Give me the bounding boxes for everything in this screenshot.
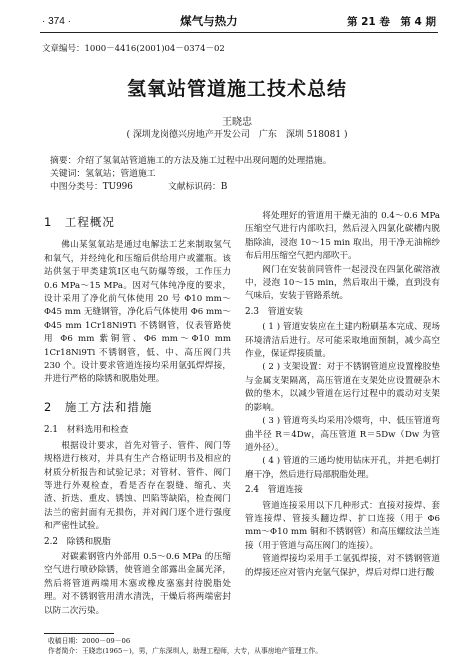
footnote-author-bio: 作者简介：王晓忠(1965－)，男，广东深圳人，助理工程师，大专，从事房地产管理工作。 [48, 647, 323, 655]
left-column [44, 210, 231, 618]
body-paragraph: ( 1 ) 管道安装应在土建内粉刷基本完成、现场环境清洁后进行。尽可能采取地面预制，减少高空作业，保证焊接质量。 [245, 322, 440, 360]
page-number: · 374 · [42, 15, 71, 27]
body-paragraph: 对碳素钢管内外部用 0.5～0.6 MPa 的压缩空气进行喷砂除锈，使管道全部露出金属光泽，然后将管道两端用木塞或橡皮塞塞封待脱脂处理。对不锈钢管用清水清洗，干燥后将两端密封以防二次污染。 [44, 551, 231, 616]
header-rule [40, 32, 438, 33]
body-paragraph: ( 4 ) 管道的三通均使用钻床开孔，并把毛刺打磨干净，然后进行局部脱脂处理。 [245, 456, 440, 480]
subsection-heading: 2.3 管道安装 [245, 306, 303, 317]
affiliation: ( 深圳龙岗德兴房地产开发公司 广东 深圳 518081 ) [126, 130, 348, 140]
subsection-heading: 2.2 除锈和脱脂 [44, 536, 111, 547]
body-paragraph: 管道焊接均采用手工氩弧焊接，对不锈钢管道的焊接还应对管内充氩气保护，焊后对焊口进行酸 [245, 554, 440, 578]
journal-name: 煤气与热力 [180, 14, 238, 28]
right-column [245, 210, 440, 580]
footnote-received: 收稿日期：2000－09－06 [48, 637, 131, 645]
subsection-heading: 2.4 管道连接 [245, 485, 303, 496]
classification: 中图分类号：TU996 文献标识码：B [50, 182, 228, 192]
body-paragraph: ( 3 ) 管道弯头均采用冷煨弯，中、低压管道弯曲半径 R＝4Dw，高压管道 R＝5Dw（Dw 为管道外径）。 [245, 416, 440, 453]
body-paragraph: 阀门在安装前同管件一起浸没在四氯化碳溶液中，浸泡 10～15 min，然后取出干燥，直到没有气味后，安装于管路系统。 [245, 264, 440, 302]
body-paragraph: 根据设计要求，首先对管子、管件、阀门等规格进行核对，并具有生产合格证明书及相应的材质分析报告和试验记录；对管材、管件、阀门等进行外观检查，看是否存在裂缝、缩孔、夹渣、折迭、重皮、锈蚀、凹陷等缺陷，检查阀门法兰的密封面有无损伤，并对阀门逐个进行强度和严密性试验。 [44, 440, 231, 532]
article-title: 氢氧站管道施工技术总结 [126, 78, 347, 100]
section-heading: 1 工程概况 [44, 215, 115, 229]
body-paragraph: ( 2 ) 支架设置：对于不锈钢管道应设置橡胶垫与金属支架隔离，高压管道在支架处应设置硬杂木做的垫木，以减少管道在运行过程中的震动对支架的影响。 [245, 362, 440, 413]
subsection-heading: 2.1 材料选用和检查 [44, 425, 129, 436]
section-heading: 2 施工方法和措施 [44, 399, 153, 414]
footnote-rule [44, 633, 114, 634]
keywords: 关键词：氢氧站；管道施工 [50, 169, 156, 179]
running-header [42, 13, 436, 29]
article-number: 文章编号：1000－4416(2001)04－0374－02 [42, 44, 225, 54]
body-paragraph: 将处理好的管道用干燥无油的 0.4～0.6 MPa 压缩空气进行内部吹扫，然后浸入四氯化碳槽内脱脂除油，浸泡 10～15 min 取出，用干净无油棉纱布后用压缩空气把内部吹干。 [245, 211, 440, 262]
body-paragraph: 佛山某氢氧站是通过电解法工艺来制取氢气和氧气，并经纯化和压缩后供给用户或灌瓶。该站供氢于甲类建筑Ⅰ区电气防爆等级，工作压力 0.6 MPa～15 MPa。因对气体纯净度的要求，设计采用了净化前气体使用 20 号 Φ10 mm～Φ45 mm 无缝钢管，净化后气体使用 Φ6 mm～Φ45 mm 1Cr18Ni9Ti 不锈钢管，仪表管路使用 Φ6 mm 紫铜管、Φ6 mm～Φ10 mm 1Cr18Ni9Ti 不锈钢管，低、中、高压阀门共 230 个。设计要求管道连接均采用氩弧焊焊接，并进行严格的除锈和脱脂处理。 [44, 240, 231, 385]
issue-info: 第 21 卷 第 4 期 [346, 15, 436, 28]
author: 王晓忠 [222, 117, 252, 128]
body-paragraph: 管道连接采用以下几种形式：直接对接焊、套管连接焊、管接头翻边焊、扩口连接（用于 Φ6 mm～Φ10 mm 铜和不锈钢管）和高压螺纹法兰连接（用于管道与高压阀门的连接）。 [245, 500, 440, 551]
abstract: 摘要：介绍了氢氧站管道施工的方法及施工过程中出现问题的处理措施。 [50, 156, 332, 166]
